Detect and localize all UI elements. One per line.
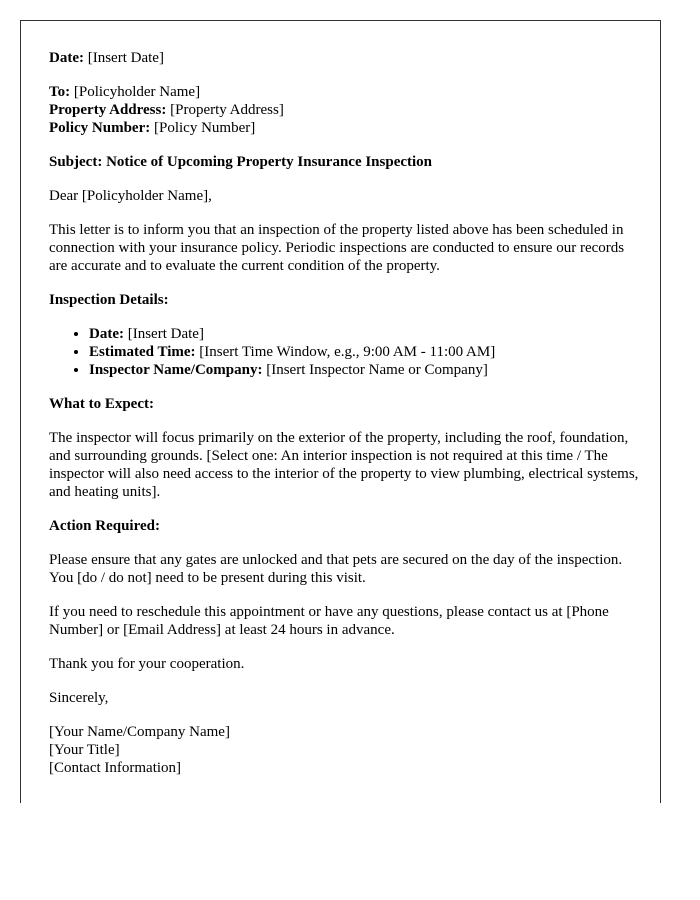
signature-block (49, 723, 639, 777)
reschedule-paragraph: If you need to reschedule this appointment or have any questions, please contact us at [Phone Number] or [Email Address] at least 24 hours in advance. (49, 604, 609, 638)
subject-line: Subject: Notice of Upcoming Property Insurance Inspection (49, 154, 433, 170)
detail-label: Inspector Name/Company: (89, 362, 263, 378)
signature-contact: [Contact Information] (49, 760, 182, 776)
thanks-line: Thank you for your cooperation. (49, 656, 245, 672)
expect-paragraph: The inspector will focus primarily on the exterior of the property, including the roof, foundation, and surrounding grounds. [Select one: An interior inspection is not required at this time / The inspector will also need access to the interior of the property to view plumbing, electrical systems, and heating units]. (49, 430, 639, 500)
detail-value: [Insert Date] (127, 326, 204, 342)
policy-label: Policy Number: (49, 120, 151, 136)
salutation: Dear [Policyholder Name], (49, 188, 212, 204)
closing-line: Sincerely, (49, 690, 109, 706)
action-paragraph: Please ensure that any gates are unlocked and that pets are secured on the day of the inspection. You [do / do not] need to be present during this visit. (49, 552, 623, 586)
signature-name: [Your Name/Company Name] (49, 724, 230, 740)
detail-value: [Insert Inspector Name or Company] (266, 362, 488, 378)
to-label: To: (49, 84, 71, 100)
detail-label: Estimated Time: (89, 344, 196, 360)
list-item (89, 361, 639, 379)
recipient-block (49, 83, 639, 137)
list-item (89, 325, 639, 343)
details-heading: Inspection Details: (49, 292, 169, 308)
date-value: [Insert Date] (87, 50, 164, 66)
address-label: Property Address: (49, 102, 167, 118)
intro-paragraph: This letter is to inform you that an inspection of the property listed above has been scheduled in connection with your insurance policy. Periodic inspections are conducted to ensure our records are accurate and to evaluate the current condition of the property. (49, 222, 625, 274)
policy-value: [Policy Number] (153, 120, 256, 136)
date-line (49, 49, 639, 67)
signature-title: [Your Title] (49, 742, 120, 758)
to-value: [Policyholder Name] (73, 84, 201, 100)
date-label: Date: (49, 50, 84, 66)
action-heading: Action Required: (49, 518, 160, 534)
address-value: [Property Address] (170, 102, 284, 118)
expect-heading: What to Expect: (49, 396, 154, 412)
detail-value: [Insert Time Window, e.g., 9:00 AM - 11:00 AM] (199, 344, 496, 360)
details-list (49, 325, 639, 379)
letter-page (20, 20, 661, 803)
detail-label: Date: (89, 326, 124, 342)
list-item (89, 343, 639, 361)
